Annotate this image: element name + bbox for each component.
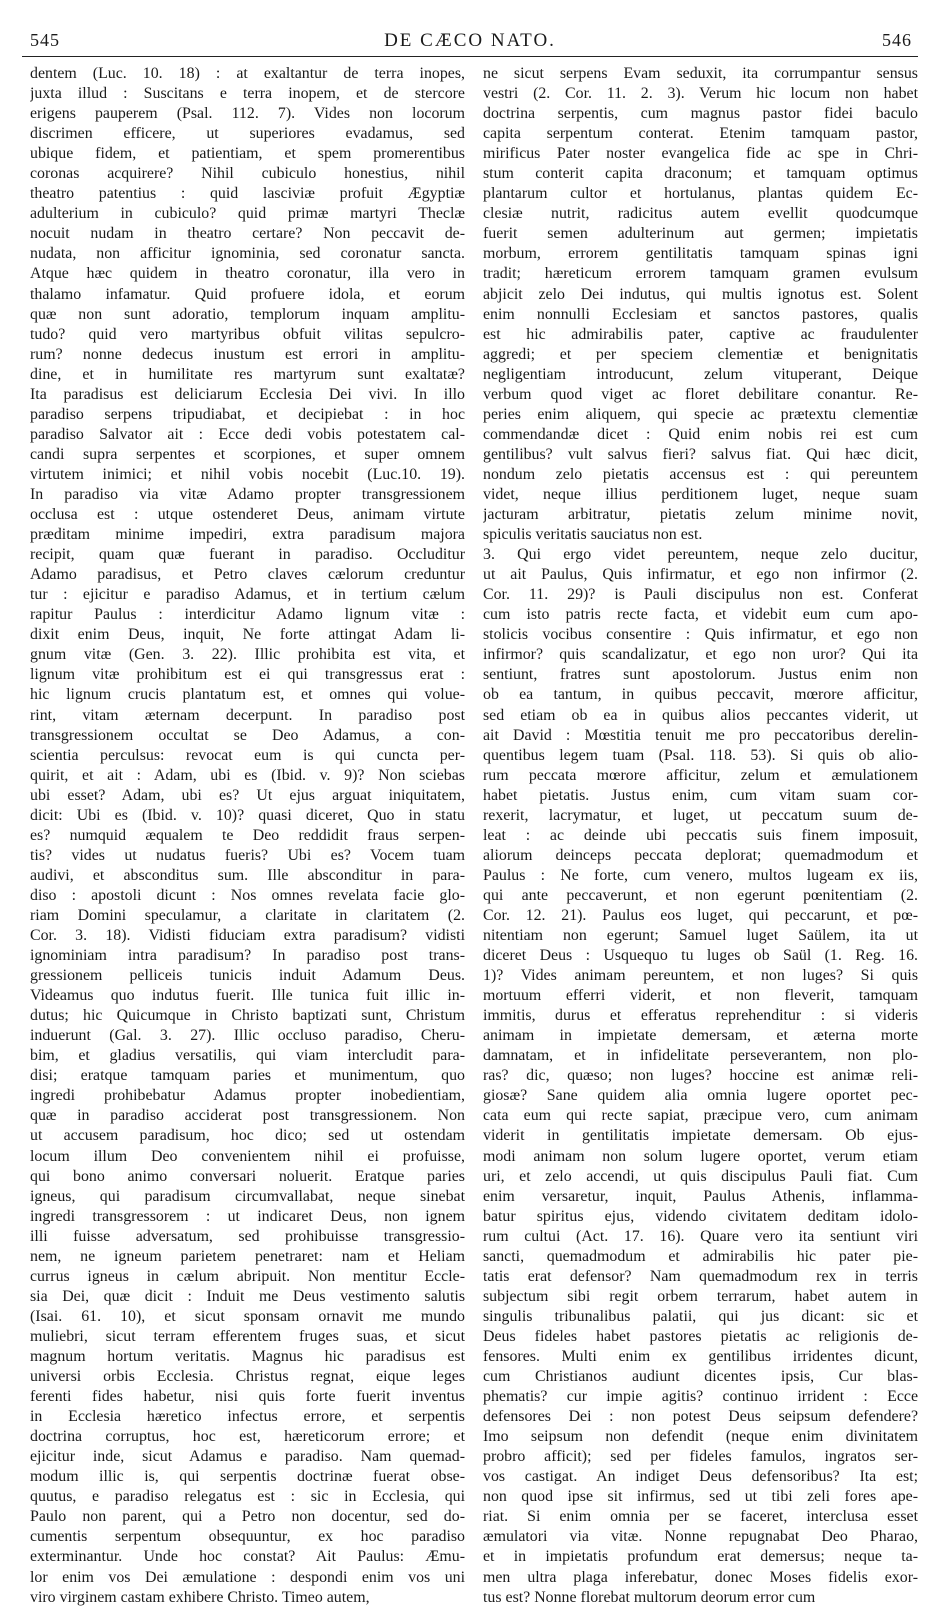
text-line: illi fuisse adversatum, sed prohibuisse transgressio- [30, 1227, 465, 1245]
text-line: Atque hæc quidem in theatro coronatur, illa vero in [30, 265, 465, 283]
text-line: habet pietatis. Justus enim, cum vitam suam cor- [483, 786, 918, 804]
text-line: viderit in gentilitatis impietate demersam. Ob ejus- [483, 1127, 918, 1145]
text-line: gressionem pelliceis tunicis induit Adamum Deus. [30, 967, 465, 985]
text-line: rint, vitam æternam decerpunt. In paradiso post [30, 706, 465, 724]
text-line: Deus fideles habet pastores pietatis ac religionis de- [483, 1327, 918, 1345]
text-line: qui ante peccaverunt, et non egerunt pœnitentiam (2. [483, 886, 918, 904]
text-line: æmulatori via vitæ. Nonne repugnabat Deo Pharao, [483, 1528, 918, 1546]
text-line: recipit, quam quæ fuerant in paradiso. Occluditur [30, 546, 465, 564]
text-line: juxta illud : Suscitans e terra inopem, et de stercore [30, 85, 465, 103]
text-line: ait David : Mœstitia tenuit me pro peccatoribus derelin- [483, 726, 918, 744]
text-line: dutus; hic Quicumque in Christo baptizati sunt, Christum [30, 1007, 465, 1025]
text-line: quirit, et ait : Adam, ubi es (Ibid. v. 9)? Non sciebas [30, 766, 465, 784]
text-line: modi animam non solum lugere oportet, verum etiam [483, 1147, 918, 1165]
text-line: Videamus quo indutus fuerit. Ille tunica fuit illic in- [30, 987, 465, 1005]
text-line: Ita paradisus est deliciarum Ecclesia Dei vivi. In illo [30, 385, 465, 403]
text-line: fensores. Multi enim ex gentilibus irridentes dicunt, [483, 1348, 918, 1365]
text-line: qui bono animo conversari noluerit. Eratque paries [30, 1167, 465, 1185]
text-line: erigens pauperem (Psal. 112. 7). Vides non locorum [30, 105, 465, 123]
text-line: doctrina serpentis, cum magnus pastor fidei baculo [483, 105, 918, 123]
text-line: candi supra serpentes et scorpiones, et super omnem [30, 445, 465, 463]
text-line: ubi esset? Adam, ubi es? Ut ejus arguat iniquitatem, [30, 786, 465, 804]
text-line: dicit: Ubi es (Ibid. v. 10)? quasi diceret, Quo in statu [30, 806, 465, 824]
text-line: Imo seipsum non defendit (neque enim divinitatem [483, 1428, 918, 1446]
text-line: nem, ne igneum parietem penetraret: nam et Heliam [30, 1247, 465, 1265]
text-line: spiculis veritatis sauciatus non est. [483, 526, 703, 544]
text-line: diceret Deus : Usquequo tu luges ob Saül (1. Reg. 16. [483, 947, 918, 965]
text-line: dixit enim Deus, inquit, Ne forte attingat Adam li- [30, 626, 465, 644]
text-line: paradiso serpens tripudiabat, et decipiebat : in hoc [30, 405, 465, 423]
text-line: leat : ac deinde ubi peccatis suis finem imposuit, [483, 826, 918, 844]
text-line: nocuit nudam in theatro certare? Non peccavit de- [30, 225, 465, 243]
text-line: ejicitur inde, sicut Adamus e paradiso. Nam quemad- [30, 1448, 465, 1466]
text-line: disi; eratque tamquam paries et munimentum, quo [30, 1067, 465, 1085]
text-line: verbum quod viget ac floret debilitare conantur. Re- [483, 385, 918, 403]
text-line: damnatam, et in infidelitate perseverantem, non plo- [483, 1047, 918, 1065]
text-line: infirmor? quis scandalizatur, et ego non uror? Qui ita [483, 646, 918, 664]
text-line: tatis erat defensor? Nam quemadmodum rex in terris [483, 1267, 918, 1285]
text-line: batur spiritus ejus, videndo civitatem deditam idolo- [483, 1207, 918, 1225]
text-line: lor enim vos Dei æmulatione : despondi enim vos uni [30, 1568, 465, 1586]
text-line: adulterium in cubiculo? quid primæ martyri Theclæ [30, 205, 465, 223]
text-line: nondum zelo pietatis accensus est : qui pereuntem [483, 465, 918, 483]
text-line: ob ea tantum, in quibus peccavit, mœrore afficitur, [483, 686, 918, 704]
text-line: viro virginem castam exhibere Christo. Timeo autem, [30, 1588, 370, 1606]
text-line: aliorum deinceps peccata deplorat; quemadmodum et [483, 846, 918, 864]
text-line: subjectum sibi regit orbem terrarum, habet autem in [483, 1287, 918, 1305]
text-line: ut ait Paulus, Quis infirmatur, et ego non infirmor (2. [483, 566, 918, 584]
text-line: quæ non sunt adoratio, templorum inquam amplitu- [30, 305, 465, 323]
right-column [483, 64, 918, 1608]
text-line: peries enim aliquem, qui specie ac prætextu clementiæ [483, 405, 918, 423]
text-line: rum cultui (Act. 17. 16). Quare vero ita sentiunt viri [483, 1227, 918, 1245]
text-line: dine, et in humilitate res martyrum sunt exaltatæ? [30, 365, 465, 383]
text-line: commendandæ dicet : Quid enim nobis rei est cum [483, 425, 918, 443]
text-line: jacturam arbitratur, pietatis zelum minime novit, [483, 506, 918, 524]
text-line: discrimen efficere, ut superiores evadamus, sed [30, 125, 465, 143]
text-line: et in impietatis profundum erat demersus; neque ta- [483, 1548, 918, 1566]
text-line: phematis? cur impie agitis? continuo irrident : Ecce [483, 1388, 918, 1406]
text-line: transgressionem occultat se Deo Adamus, a con- [30, 726, 465, 744]
text-line: riat. Si enim omnia per se faceret, interclusa esset [483, 1508, 918, 1526]
text-line: 1)? Vides animam pereuntem, et non luges? Si quis [483, 967, 918, 985]
text-line: men ultra plaga inferebatur, donec Moses fidelis exor- [483, 1568, 918, 1586]
text-line: plantarum cultor et hortulanus, plantas quidem Ec- [483, 185, 918, 203]
text-line: sed etiam ob ea in quibus alios peccantes viderit, ut [483, 706, 918, 724]
text-line: magnum hortum veritatis. Magnus hic paradisus est [30, 1348, 465, 1365]
text-line: (Isai. 61. 10), et sicut sponsam ornavit me mundo [30, 1307, 465, 1325]
text-line: uri, et zelo accendi, ut quis discipulus Pauli fiat. Cum [483, 1167, 918, 1185]
text-line: tis? vides ut nudatus fueris? Ubi es? Vocem tuam [30, 846, 465, 864]
text-line: Adamo paradisus, et Petro claves cælorum creduntur [30, 566, 465, 584]
text-line: scientia perculsus: revocat eum is qui cuncta per- [30, 746, 465, 764]
text-line: igneus, qui paradisum circumvallabat, neque sinebat [30, 1187, 465, 1205]
text-line: vos castigat. An indiget Deus defensoribus? Ita est; [483, 1468, 918, 1486]
text-line: Cor. 12. 21). Paulus eos luget, qui peccarunt, et pœ- [483, 906, 918, 924]
text-line: præditam minime impediri, extra paradisum majora [30, 526, 465, 544]
text-line: coronas acquirere? Nihil cubiculo honestius, nihil [30, 165, 465, 183]
text-line: abjicit zelo Dei indutus, qui multis ignotus est. Solent [483, 285, 918, 303]
text-line: enim versaretur, inquit, Paulus Athenis, inflamma- [483, 1187, 918, 1205]
text-line: ubique fidem, et patientiam, et spem promerentibus [30, 145, 465, 163]
text-line: in Ecclesia hæretico infectus errore, et serpentis [30, 1408, 465, 1426]
text-line: paradiso Salvator ait : Ecce dedi vobis potestatem cal- [30, 425, 465, 443]
text-line: sia Dei, quæ dicit : Induit me Deus vestimento salutis [30, 1287, 465, 1305]
text-line: ne sicut serpens Evam seduxit, ita corrumpantur sensus [483, 65, 918, 82]
running-title: DE CÆCO NATO. [384, 30, 556, 51]
text-line: theatro patentius : quid lasciviæ profuit Ægyptiæ [30, 185, 465, 203]
text-line: fuerit semen adulterinum aut germen; impietatis [483, 225, 918, 243]
text-line: ingredi transgressorem : ut indicaret Deus, non ignem [30, 1207, 465, 1225]
text-line: immitis, durus et efferatus reprehenditur : si videris [483, 1007, 918, 1025]
text-line: tudo? quid vero martyribus obfuit vilitas sepulcro- [30, 325, 465, 343]
text-line: nudata, non afficitur ignominia, sed coronatur sancta. [30, 245, 465, 263]
text-line: currus igneus in cælum abripuit. Non mentitur Eccle- [30, 1267, 465, 1285]
text-line: cata eum qui recte sapiat, præcipue vero, cum animam [483, 1107, 918, 1125]
text-line: cumentis serpentum obsequuntur, ex hoc paradiso [30, 1528, 465, 1546]
text-line: tradit; hæreticum errorem tamquam gramen evulsum [483, 265, 918, 283]
text-line: ignominiam intra paradisum? In paradiso post trans- [30, 947, 465, 965]
text-line: diso : apostoli dicunt : Nos omnes revelata facie glo- [30, 886, 465, 904]
text-line: cum isto patris recte facta, et videbit eum cum apo- [483, 606, 918, 624]
text-line: tus est? Nonne florebat multorum deorum error cum [483, 1588, 816, 1606]
text-line: morbum, errorem gentilitatis tamquam spinas igni [483, 245, 918, 263]
text-line: exterminantur. Unde hoc constat? Ait Paulus: Æmu- [30, 1548, 465, 1566]
text-line: aggredi; et per speciem clementiæ et benignitatis [483, 345, 918, 363]
text-line: non quod ipse sit infirmus, sed ut tibi zeli fores ape- [483, 1488, 918, 1506]
text-line: lignum vitæ prohibitum est ei qui transgressus erat : [30, 666, 465, 684]
page-number-left: 545 [30, 30, 60, 50]
text-line: mirificus Pater noster evangelica fide ac spe in Chri- [483, 145, 918, 163]
text-line: virtutem inimici; et nihil vobis nocebit (Luc.10. 19). [30, 465, 465, 483]
text-line: enim nonnulli Ecclesiam et sanctos pastores, qualis [483, 305, 918, 323]
text-line: locum illum Deo convenientem nihil ei profuisse, [30, 1147, 465, 1165]
text-line: 3. Qui ergo videt pereuntem, neque zelo ducitur, [483, 546, 918, 564]
text-line: induerunt (Gal. 3. 27). Illic occluso paradiso, Cheru- [30, 1027, 465, 1045]
text-line: ferenti fides habetur, nisi quis forte fuerit inventus [30, 1388, 465, 1406]
text-line: videt, neque illius perditionem luget, neque suam [483, 485, 918, 503]
text-line: negligentiam introducunt, zelum vituperant, Deique [483, 365, 918, 383]
page-number-right: 546 [882, 30, 912, 50]
text-line: audivi, et absconditus sum. Ille absconditur in para- [30, 866, 465, 884]
text-line: gnum vitæ (Gen. 3. 22). Illic prohibita est vita, et [30, 646, 465, 664]
text-line: Paulus : Ne forte, cum venero, multos lugeam ex iis, [483, 866, 918, 884]
text-line: est hic admirabilis pater, captive ac fraudulenter [483, 325, 918, 343]
text-line: quutus, e paradiso relegatus est : sic in Ecclesia, qui [30, 1488, 465, 1506]
text-line: bim, et gladius versatilis, qui viam intercludit para- [30, 1047, 465, 1065]
text-line: quentibus legem tuam (Psal. 118. 53). Si quis ob alio- [483, 746, 918, 764]
text-line: defensores Dei : non potest Deus seipsum defendere? [483, 1408, 918, 1426]
text-line: sancti, quemadmodum et admirabilis hic pater pie- [483, 1247, 918, 1265]
text-line: doctrina corruptus, hoc est, hæreticorum errore; et [30, 1428, 465, 1446]
text-line: Cor. 11. 29)? is Pauli discipulus non est. Conferat [483, 586, 918, 604]
text-line: singulis tribunalibus palatii, qui jus dicant: sic et [483, 1307, 918, 1325]
text-line: vestri (2. Cor. 11. 2. 3). Verum hic locum non habet [483, 85, 918, 103]
text-line: rum peccata mœrore afficitur, zelum et æmulationem [483, 766, 918, 784]
text-line: tur : ejicitur e paradiso Adamus, et in tertium cælum [30, 586, 465, 604]
text-line: occlusa est : utque ostenderet Deus, animam virtute [30, 506, 465, 524]
text-line: quæ in paradiso acciderat post transgressionem. Non [30, 1107, 465, 1125]
text-line: Cor. 3. 18). Vidisti fiduciam extra paradisum? vidisti [30, 927, 465, 945]
text-line: modum illic is, qui serpentis doctrinæ fuerat obse- [30, 1468, 465, 1486]
text-line: hic lignum crucis plantatum est, et omnes qui volue- [30, 686, 465, 704]
text-line: stolicis vocibus consentire : Quis infirmatur, et ego non [483, 626, 918, 644]
text-line: In paradiso via vitæ Adamo propter transgressionem [30, 485, 465, 503]
text-line: gentilibus? vult salvus fieri? salvus fiat. Qui hæc dicit, [483, 445, 918, 463]
text-line: giosæ? Sane quidem alia omnia lugere oportet pec- [483, 1087, 918, 1105]
text-line: sentiunt, fratres sunt apostolorum. Justus enim non [483, 666, 918, 684]
running-header [22, 22, 918, 57]
text-line: es? numquid æqualem te Deo reddidit fraus serpen- [30, 826, 465, 844]
text-line: universi orbis Ecclesia. Christus regnat, eique leges [30, 1368, 465, 1386]
text-line: Paulo non parent, qui a Petro non docentur, sed do- [30, 1508, 465, 1526]
text-line: animam in impietate demersam, et æterna morte [483, 1027, 918, 1045]
text-line: stum conterit capita draconum; et tamquam optimus [483, 165, 918, 183]
text-line: rapitur Paulus : interdicitur Adamo lignum vitæ : [30, 606, 465, 624]
text-line: muliebri, sicut terram efferentem fruges suas, et sicut [30, 1327, 465, 1345]
text-line: ingredi prohibebatur Adamus propter inobedientiam, [30, 1087, 465, 1105]
text-line: ut accusem paradisum, hoc dico; sed ut ostendam [30, 1127, 465, 1145]
text-line: mortuum efferri viderit, et non fleverit, tamquam [483, 987, 918, 1005]
text-line: rexerit, lacrymatur, et luget, ut peccatum suum de- [483, 806, 918, 824]
text-line: thalamo infamatur. Quid profuere idola, et eorum [30, 285, 465, 303]
text-line: nitentiam non egerunt; Samuel luget Saülem, ita ut [483, 927, 918, 945]
left-column [30, 64, 465, 1608]
text-line: clesiæ nutrit, radicitus autem evellit quodcumque [483, 205, 918, 223]
text-line: probro afficit); sed per fideles famulos, ingratos ser- [483, 1448, 918, 1466]
text-line: rum? nonne dedecus inustum est errori in amplitu- [30, 345, 465, 363]
text-line: dentem (Luc. 10. 18) : at exaltantur de terra inopes, [30, 65, 465, 82]
text-line: ras? dic, quæso; non luges? hoccine est animæ reli- [483, 1067, 918, 1085]
text-line: riam Domini speculamur, a claritate in claritatem (2. [30, 906, 465, 924]
text-line: cum Christianos audiunt dicentes ipsis, Cur blas- [483, 1368, 918, 1386]
text-line: capita serpentum conterat. Etenim tamquam pastor, [483, 125, 918, 143]
